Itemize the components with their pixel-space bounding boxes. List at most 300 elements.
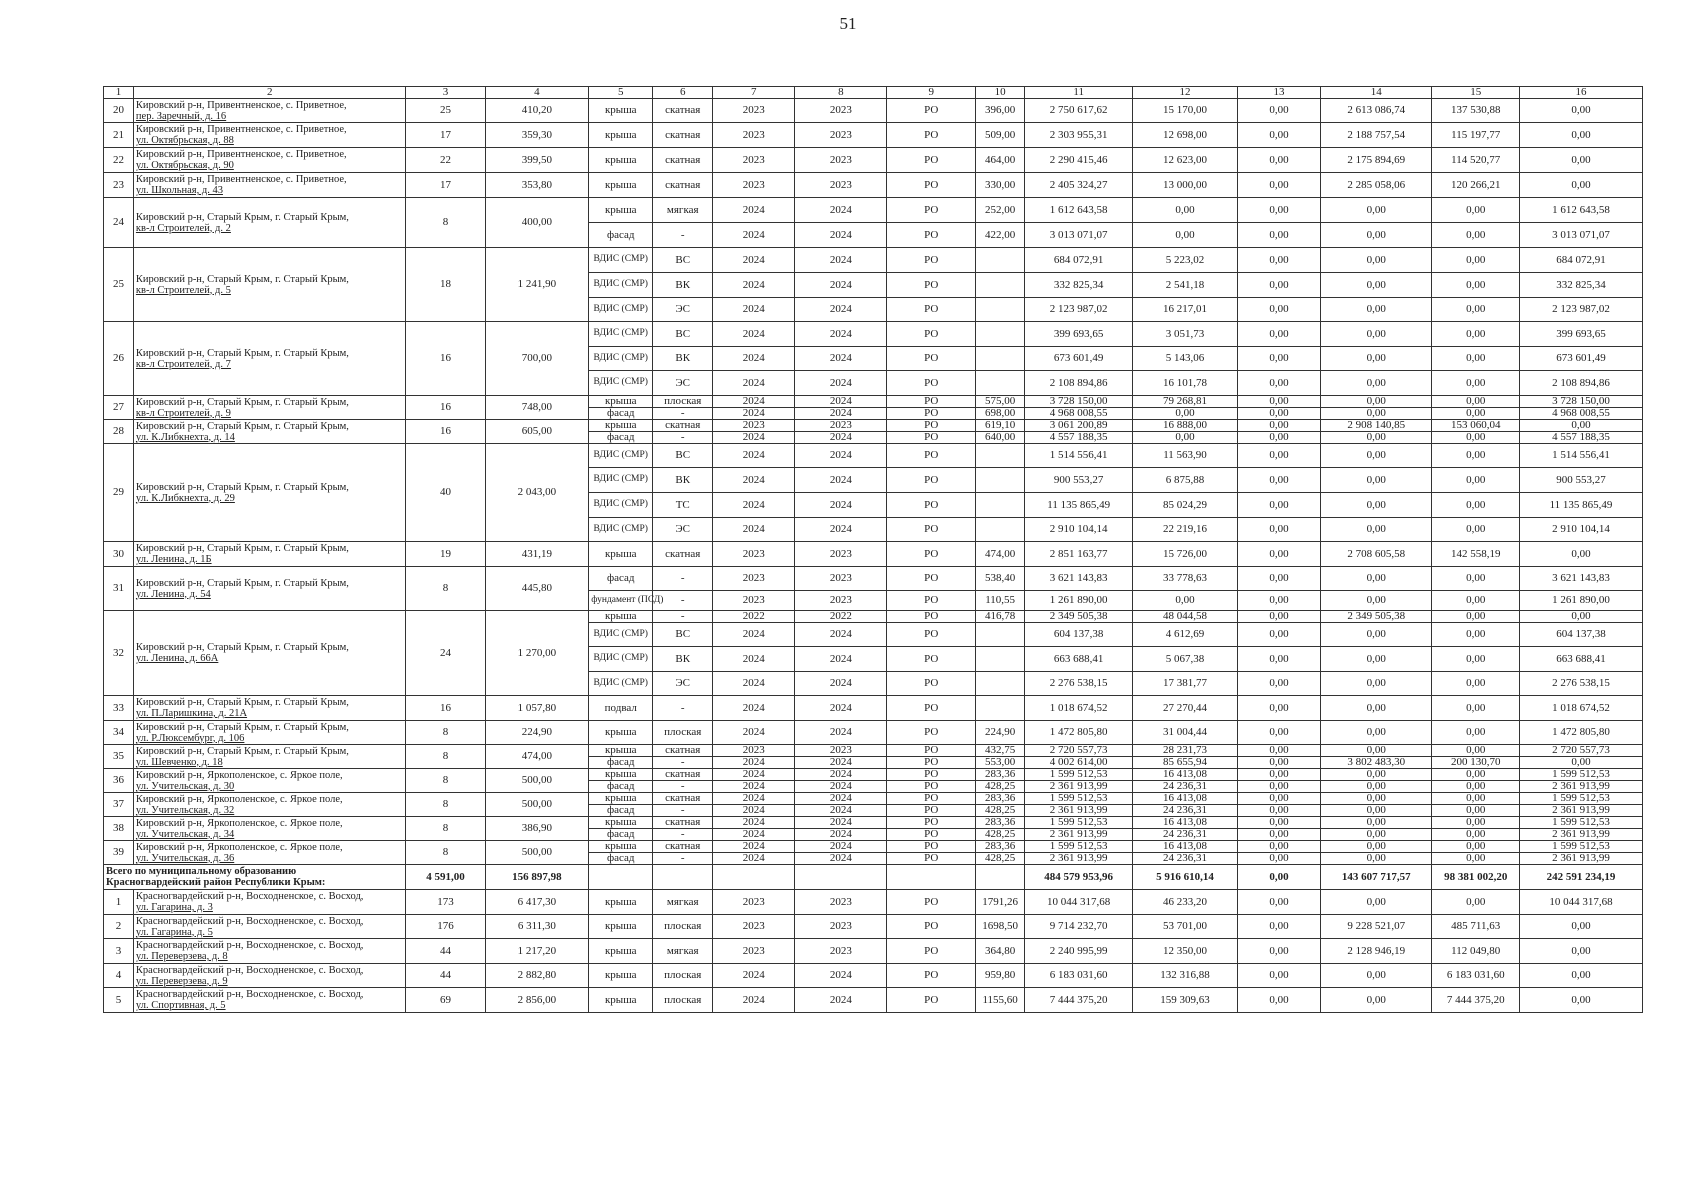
cell-v15: 0,00 <box>1432 745 1520 757</box>
cell-v12: 53 701,00 <box>1133 915 1238 939</box>
cell-t: скатная <box>653 420 713 432</box>
cell-y1: 2024 <box>713 817 795 829</box>
cell-y2 <box>795 865 887 890</box>
apartments-cell: 17 <box>406 173 485 198</box>
cell-y1: 2023 <box>713 890 795 915</box>
address-locality: Красногвардейский р-н, Восходненское, с. Восход, <box>135 964 364 976</box>
column-number-2: 2 <box>133 87 406 99</box>
cell-y2: 2024 <box>795 757 887 769</box>
cell-el: фасад <box>589 223 653 248</box>
cell-v11: 3 728 150,00 <box>1025 396 1133 408</box>
cell-y1: 2024 <box>713 273 795 298</box>
cell-v12: 16 217,01 <box>1133 298 1238 322</box>
cell-v15: 0,00 <box>1432 298 1520 322</box>
cell-y1: 2024 <box>713 805 795 817</box>
address-locality: Кировский р-н, Старый Крым, г. Старый Крым, <box>135 543 349 554</box>
cell-v13: 0,00 <box>1237 493 1320 518</box>
cell-el <box>589 865 653 890</box>
cell-v15: 142 558,19 <box>1432 542 1520 567</box>
table-row <box>104 964 1643 988</box>
cell-v14: 0,00 <box>1321 890 1432 915</box>
cell-v14: 2 908 140,85 <box>1321 420 1432 432</box>
address-street: ул. Учительская, д. 32 <box>135 804 235 816</box>
cell-src: РО <box>887 964 976 988</box>
apartments-cell: 40 <box>406 444 485 542</box>
cell-v12: 0,00 <box>1133 591 1238 611</box>
table-row <box>104 542 1643 567</box>
cell-v16: 1 018 674,52 <box>1520 696 1643 721</box>
cell-v13: 0,00 <box>1237 298 1320 322</box>
area-cell: 386,90 <box>485 817 589 841</box>
cell-y1: 2024 <box>713 853 795 865</box>
cell-v10: 428,25 <box>976 829 1025 841</box>
row-number: 5 <box>104 988 134 1013</box>
address-locality: Кировский р-н, Яркополенское, с. Яркое поле, <box>135 817 343 829</box>
cell-el: ВДИС (СМР) <box>589 371 653 396</box>
cell-v13: 0,00 <box>1237 696 1320 721</box>
cell-v10: 283,36 <box>976 817 1025 829</box>
cell-el: ВДИС (СМР) <box>589 322 653 347</box>
cell-y1: 2024 <box>713 408 795 420</box>
cell-v15: 0,00 <box>1432 396 1520 408</box>
cell-el: ВДИС (СМР) <box>589 273 653 298</box>
cell-v14: 0,00 <box>1321 964 1432 988</box>
cell-v13: 0,00 <box>1237 518 1320 542</box>
cell-v14: 0,00 <box>1321 322 1432 347</box>
cell-v16: 1 599 512,53 <box>1520 769 1643 781</box>
cell-v15: 0,00 <box>1432 444 1520 468</box>
cell-v12: 16 413,08 <box>1133 817 1238 829</box>
cell-v14: 2 188 757,54 <box>1321 123 1432 148</box>
cell-y1: 2024 <box>713 198 795 223</box>
cell-y1: 2024 <box>713 623 795 647</box>
cell-y1: 2024 <box>713 347 795 371</box>
cell-v16: 0,00 <box>1520 173 1643 198</box>
cell-v16: 0,00 <box>1520 611 1643 623</box>
cell-src: РО <box>887 769 976 781</box>
cell-v10: 553,00 <box>976 757 1025 769</box>
cell-v13: 0,00 <box>1237 865 1320 890</box>
cell-y2: 2023 <box>795 890 887 915</box>
address-street: ул. Школьная, д. 43 <box>135 185 223 196</box>
address-street: ул. Октябрьская, д. 90 <box>135 160 234 171</box>
row-number: 37 <box>104 793 134 817</box>
cell-t: - <box>653 757 713 769</box>
cell-v15: 0,00 <box>1432 672 1520 696</box>
cell-el: крыша <box>589 542 653 567</box>
cell-v15: 7 444 375,20 <box>1432 988 1520 1013</box>
cell-v11: 1 472 805,80 <box>1025 721 1133 745</box>
cell-v13: 0,00 <box>1237 408 1320 420</box>
cell-y2: 2024 <box>795 988 887 1013</box>
area-cell: 359,30 <box>485 123 589 148</box>
cell-y1: 2023 <box>713 123 795 148</box>
cell-v16: 2 276 538,15 <box>1520 672 1643 696</box>
cell-el: ВДИС (СМР) <box>589 647 653 672</box>
cell-y1: 2022 <box>713 611 795 623</box>
cell-v12: 159 309,63 <box>1133 988 1238 1013</box>
cell-v14: 0,00 <box>1321 647 1432 672</box>
cell-v16: 0,00 <box>1520 988 1643 1013</box>
cell-v16: 2 361 913,99 <box>1520 781 1643 793</box>
cell-v15: 0,00 <box>1432 841 1520 853</box>
address-cell <box>133 396 406 420</box>
cell-t: скатная <box>653 841 713 853</box>
area-cell: 445,80 <box>485 567 589 611</box>
cell-y2: 2024 <box>795 273 887 298</box>
apartments-cell: 4 591,00 <box>406 865 485 890</box>
cell-v10 <box>976 347 1025 371</box>
cell-v11: 604 137,38 <box>1025 623 1133 647</box>
cell-v10: 1698,50 <box>976 915 1025 939</box>
table-row <box>104 198 1643 223</box>
cell-t: скатная <box>653 148 713 173</box>
cell-v12: 15 170,00 <box>1133 99 1238 123</box>
cell-v14: 2 285 058,06 <box>1321 173 1432 198</box>
address-street: кв-л Строителей, д. 9 <box>135 407 231 419</box>
address-street: ул. Учительская, д. 34 <box>135 828 235 840</box>
cell-y2: 2024 <box>795 248 887 273</box>
cell-y1: 2023 <box>713 99 795 123</box>
cell-v12: 12 350,00 <box>1133 939 1238 964</box>
cell-y2: 2023 <box>795 123 887 148</box>
cell-v12: 16 888,00 <box>1133 420 1238 432</box>
cell-src: РО <box>887 817 976 829</box>
cell-v16: 673 601,49 <box>1520 347 1643 371</box>
cell-v16: 4 968 008,55 <box>1520 408 1643 420</box>
cell-y2: 2024 <box>795 396 887 408</box>
cell-y1: 2024 <box>713 721 795 745</box>
cell-v10: 464,00 <box>976 148 1025 173</box>
area-cell: 748,00 <box>485 396 589 420</box>
cell-el: фасад <box>589 567 653 591</box>
row-number: 26 <box>104 322 134 396</box>
apartments-cell: 25 <box>406 99 485 123</box>
cell-t: ВК <box>653 468 713 493</box>
cell-v11: 2 361 913,99 <box>1025 829 1133 841</box>
cell-v15: 0,00 <box>1432 890 1520 915</box>
address-cell <box>133 123 406 148</box>
address-cell <box>133 769 406 793</box>
cell-v15: 485 711,63 <box>1432 915 1520 939</box>
cell-v10: 432,75 <box>976 745 1025 757</box>
cell-y1: 2023 <box>713 915 795 939</box>
cell-v15: 0,00 <box>1432 853 1520 865</box>
cell-src: РО <box>887 248 976 273</box>
cell-src: РО <box>887 420 976 432</box>
apartments-cell: 16 <box>406 396 485 420</box>
cell-v12: 4 612,69 <box>1133 623 1238 647</box>
address-street: ул. Р.Люксембург, д. 106 <box>135 732 245 744</box>
cell-v14: 0,00 <box>1321 273 1432 298</box>
cell-v14: 0,00 <box>1321 518 1432 542</box>
apartments-cell: 8 <box>406 793 485 817</box>
cell-v11: 673 601,49 <box>1025 347 1133 371</box>
cell-v14: 0,00 <box>1321 198 1432 223</box>
cell-v11: 900 553,27 <box>1025 468 1133 493</box>
apartments-cell: 18 <box>406 248 485 322</box>
cell-t: плоская <box>653 721 713 745</box>
cell-v15: 114 520,77 <box>1432 148 1520 173</box>
cell-v14: 0,00 <box>1321 408 1432 420</box>
cell-v10 <box>976 298 1025 322</box>
cell-y1: 2024 <box>713 757 795 769</box>
cell-v15: 0,00 <box>1432 223 1520 248</box>
cell-v10: 698,00 <box>976 408 1025 420</box>
cell-v14: 0,00 <box>1321 371 1432 396</box>
cell-v13: 0,00 <box>1237 781 1320 793</box>
cell-v16: 0,00 <box>1520 148 1643 173</box>
cell-v11: 2 303 955,31 <box>1025 123 1133 148</box>
area-cell: 6 311,30 <box>485 915 589 939</box>
area-cell: 353,80 <box>485 173 589 198</box>
cell-v14: 0,00 <box>1321 793 1432 805</box>
cell-v14: 0,00 <box>1321 745 1432 757</box>
apartments-cell: 8 <box>406 198 485 248</box>
area-cell: 1 057,80 <box>485 696 589 721</box>
cell-src: РО <box>887 793 976 805</box>
cell-v15: 0,00 <box>1432 493 1520 518</box>
cell-v11: 1 599 512,53 <box>1025 817 1133 829</box>
cell-v16: 0,00 <box>1520 420 1643 432</box>
cell-t: ЭС <box>653 298 713 322</box>
cell-y1: 2024 <box>713 647 795 672</box>
cell-v10 <box>976 444 1025 468</box>
cell-v10: 330,00 <box>976 173 1025 198</box>
cell-v12: 5 143,06 <box>1133 347 1238 371</box>
cell-y1: 2024 <box>713 468 795 493</box>
cell-v11: 4 557 188,35 <box>1025 432 1133 444</box>
cell-src: РО <box>887 408 976 420</box>
cell-v12: 13 000,00 <box>1133 173 1238 198</box>
address-cell <box>133 542 406 567</box>
cell-el: фасад <box>589 757 653 769</box>
cell-v14: 2 175 894,69 <box>1321 148 1432 173</box>
cell-src: РО <box>887 841 976 853</box>
cell-v12: 12 623,00 <box>1133 148 1238 173</box>
cell-src: РО <box>887 444 976 468</box>
row-number: 31 <box>104 567 134 611</box>
cell-v12: 24 236,31 <box>1133 781 1238 793</box>
column-number-13: 13 <box>1237 87 1320 99</box>
cell-t: скатная <box>653 769 713 781</box>
cell-v13: 0,00 <box>1237 721 1320 745</box>
cell-v12: 24 236,31 <box>1133 853 1238 865</box>
cell-v11: 4 002 614,00 <box>1025 757 1133 769</box>
cell-t: - <box>653 567 713 591</box>
cell-t: ВК <box>653 347 713 371</box>
cell-v12: 12 698,00 <box>1133 123 1238 148</box>
address-locality: Кировский р-н, Старый Крым, г. Старый Крым, <box>135 347 349 359</box>
cell-v13: 0,00 <box>1237 223 1320 248</box>
address-locality: Кировский р-н, Яркополенское, с. Яркое поле, <box>135 841 343 853</box>
row-number: 1 <box>104 890 134 915</box>
cell-y1: 2023 <box>713 173 795 198</box>
cell-v10: 224,90 <box>976 721 1025 745</box>
cell-v15: 112 049,80 <box>1432 939 1520 964</box>
row-number: 33 <box>104 696 134 721</box>
cell-v15: 115 197,77 <box>1432 123 1520 148</box>
cell-v14: 2 128 946,19 <box>1321 939 1432 964</box>
cell-v11: 3 621 143,83 <box>1025 567 1133 591</box>
cell-v10 <box>976 371 1025 396</box>
cell-el: ВДИС (СМР) <box>589 493 653 518</box>
row-number: 34 <box>104 721 134 745</box>
cell-v16: 332 825,34 <box>1520 273 1643 298</box>
apartments-cell: 8 <box>406 567 485 611</box>
column-number-14: 14 <box>1321 87 1432 99</box>
cell-v16: 2 123 987,02 <box>1520 298 1643 322</box>
cell-v13: 0,00 <box>1237 841 1320 853</box>
cell-v16: 1 472 805,80 <box>1520 721 1643 745</box>
table-row <box>104 611 1643 623</box>
table-row <box>104 890 1643 915</box>
cell-v10 <box>976 623 1025 647</box>
cell-y1: 2024 <box>713 793 795 805</box>
cell-v16: 0,00 <box>1520 757 1643 769</box>
cell-v14: 2 613 086,74 <box>1321 99 1432 123</box>
address-street: кв-л Строителей, д. 5 <box>135 284 231 296</box>
cell-v11: 1 514 556,41 <box>1025 444 1133 468</box>
cell-y1: 2024 <box>713 223 795 248</box>
cell-t: скатная <box>653 542 713 567</box>
cell-src: РО <box>887 781 976 793</box>
area-cell: 1 241,90 <box>485 248 589 322</box>
cell-y2: 2024 <box>795 347 887 371</box>
cell-src: РО <box>887 829 976 841</box>
cell-v15: 0,00 <box>1432 829 1520 841</box>
cell-v15: 0,00 <box>1432 793 1520 805</box>
cell-v14: 0,00 <box>1321 591 1432 611</box>
cell-v13: 0,00 <box>1237 805 1320 817</box>
cell-v14: 0,00 <box>1321 396 1432 408</box>
cell-v13: 0,00 <box>1237 623 1320 647</box>
column-number-1: 1 <box>104 87 134 99</box>
address-locality: Кировский р-н, Старый Крым, г. Старый Крым, <box>135 642 349 653</box>
area-cell: 431,19 <box>485 542 589 567</box>
cell-src: РО <box>887 672 976 696</box>
cell-v11: 3 013 071,07 <box>1025 223 1133 248</box>
cell-v12: 24 236,31 <box>1133 805 1238 817</box>
cell-y2: 2024 <box>795 696 887 721</box>
cell-t: скатная <box>653 793 713 805</box>
area-cell: 1 217,20 <box>485 939 589 964</box>
cell-el: ВДИС (СМР) <box>589 347 653 371</box>
cell-v11: 9 714 232,70 <box>1025 915 1133 939</box>
address-cell <box>133 322 406 396</box>
address-locality: Кировский р-н, Привентненское, с. Приветное, <box>135 149 347 160</box>
cell-v11: 3 061 200,89 <box>1025 420 1133 432</box>
cell-y2: 2023 <box>795 567 887 591</box>
cell-v11: 2 349 505,38 <box>1025 611 1133 623</box>
cell-t: скатная <box>653 123 713 148</box>
cell-el: крыша <box>589 793 653 805</box>
cell-v10: 474,00 <box>976 542 1025 567</box>
cell-v10: 619,10 <box>976 420 1025 432</box>
cell-el: фасад <box>589 805 653 817</box>
cell-v15: 98 381 002,20 <box>1432 865 1520 890</box>
cell-v10: 283,36 <box>976 841 1025 853</box>
cell-v11: 2 720 557,73 <box>1025 745 1133 757</box>
cell-y2: 2024 <box>795 781 887 793</box>
cell-v16: 11 135 865,49 <box>1520 493 1643 518</box>
address-street: ул. Шевченко, д. 18 <box>135 756 223 768</box>
cell-v16: 1 612 643,58 <box>1520 198 1643 223</box>
address-cell <box>133 817 406 841</box>
cell-v16: 242 591 234,19 <box>1520 865 1643 890</box>
cell-v15: 0,00 <box>1432 518 1520 542</box>
cell-v12: 5 223,02 <box>1133 248 1238 273</box>
cell-y2: 2024 <box>795 805 887 817</box>
cell-y2: 2024 <box>795 829 887 841</box>
cell-v15: 0,00 <box>1432 696 1520 721</box>
cell-v12: 48 044,58 <box>1133 611 1238 623</box>
row-number: 23 <box>104 173 134 198</box>
cell-v15: 0,00 <box>1432 817 1520 829</box>
column-number-3: 3 <box>406 87 485 99</box>
cell-v10 <box>976 248 1025 273</box>
column-number-7: 7 <box>713 87 795 99</box>
cell-y2: 2023 <box>795 173 887 198</box>
cell-v15: 120 266,21 <box>1432 173 1520 198</box>
cell-t: ВК <box>653 273 713 298</box>
cell-t: скатная <box>653 173 713 198</box>
cell-v14: 0,00 <box>1321 805 1432 817</box>
cell-v16: 684 072,91 <box>1520 248 1643 273</box>
cell-v16: 1 514 556,41 <box>1520 444 1643 468</box>
cell-y1: 2024 <box>713 696 795 721</box>
address-locality: Кировский р-н, Старый Крым, г. Старый Крым, <box>135 396 349 408</box>
address-cell <box>133 721 406 745</box>
cell-y1: 2024 <box>713 248 795 273</box>
cell-el: фасад <box>589 432 653 444</box>
cell-v11: 4 968 008,55 <box>1025 408 1133 420</box>
cell-v11: 399 693,65 <box>1025 322 1133 347</box>
cell-v14: 0,00 <box>1321 853 1432 865</box>
cell-v10: 364,80 <box>976 939 1025 964</box>
address-street: пер. Заречный, д. 16 <box>135 110 227 122</box>
cell-v13: 0,00 <box>1237 371 1320 396</box>
cell-v15: 0,00 <box>1432 198 1520 223</box>
cell-t: - <box>653 611 713 623</box>
cell-t: мягкая <box>653 198 713 223</box>
cell-v16: 604 137,38 <box>1520 623 1643 647</box>
table-row <box>104 123 1643 148</box>
cell-v13: 0,00 <box>1237 542 1320 567</box>
cell-t: мягкая <box>653 939 713 964</box>
apartments-cell: 8 <box>406 817 485 841</box>
cell-src: РО <box>887 396 976 408</box>
address-locality: Кировский р-н, Яркополенское, с. Яркое поле, <box>135 793 343 805</box>
table-row <box>104 99 1643 123</box>
cell-v13: 0,00 <box>1237 964 1320 988</box>
total-label-line: Красногвардейский район Республики Крым: <box>106 877 326 888</box>
cell-v13: 0,00 <box>1237 988 1320 1013</box>
address-cell <box>133 890 406 915</box>
cell-v13: 0,00 <box>1237 468 1320 493</box>
cell-v11: 1 599 512,53 <box>1025 841 1133 853</box>
cell-src: РО <box>887 988 976 1013</box>
cell-y2: 2024 <box>795 223 887 248</box>
cell-v16: 2 108 894,86 <box>1520 371 1643 396</box>
cell-v11: 684 072,91 <box>1025 248 1133 273</box>
cell-v10: 959,80 <box>976 964 1025 988</box>
cell-y2: 2023 <box>795 420 887 432</box>
cell-t: плоская <box>653 915 713 939</box>
cell-y2: 2024 <box>795 841 887 853</box>
cell-t: плоская <box>653 988 713 1013</box>
cell-t: ВС <box>653 623 713 647</box>
